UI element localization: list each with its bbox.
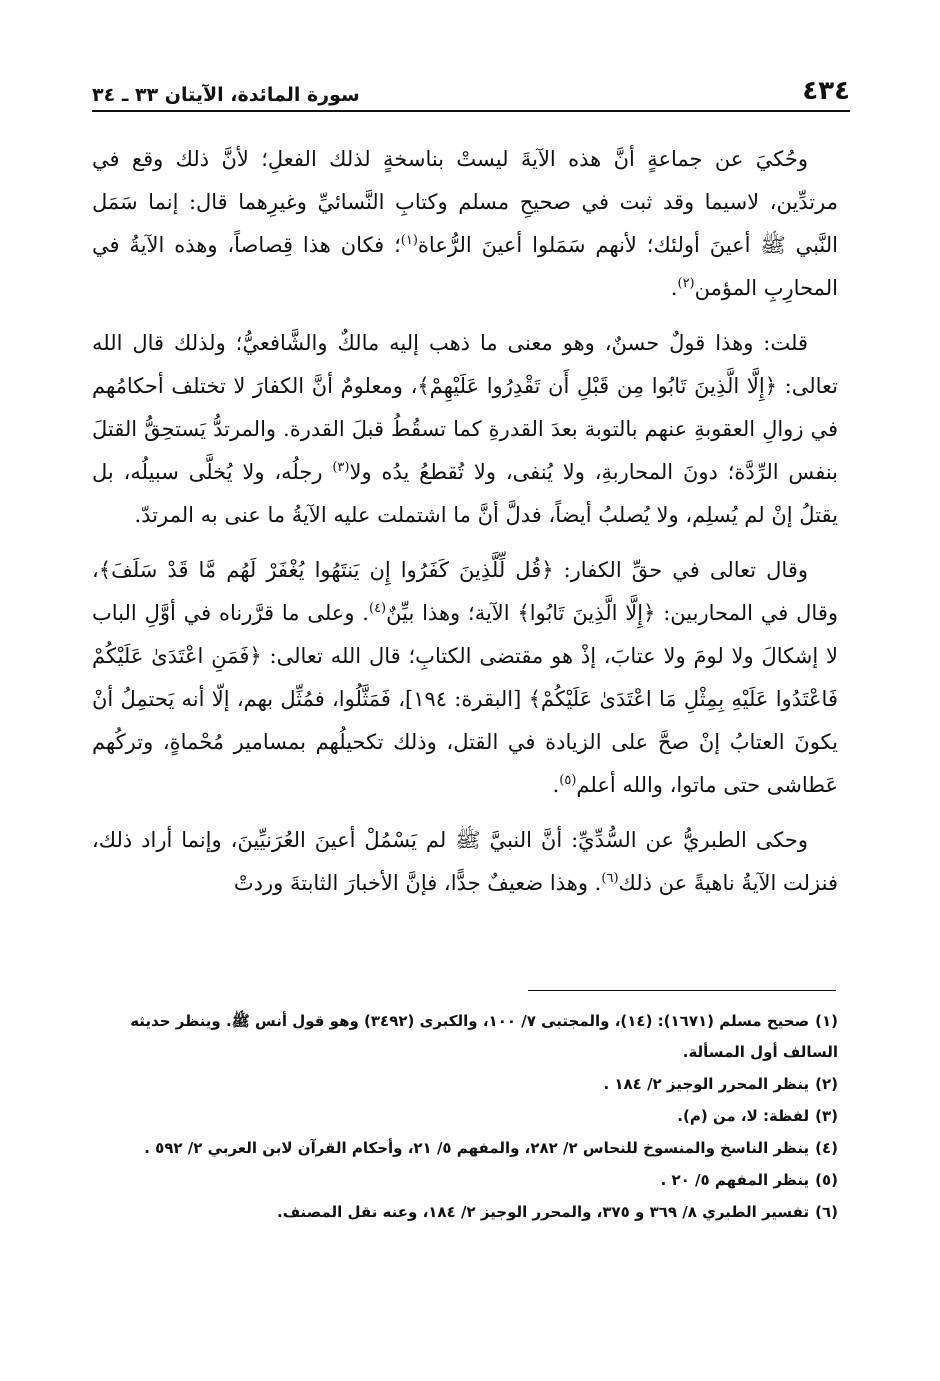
footnote-text: ينظر المفهم ٥/ ٢٠ .	[660, 1171, 810, 1189]
text-segment: .	[670, 276, 678, 300]
footnote-text: تفسير الطبري ٨/ ٣٦٩ و ٣٧٥، والمحرر الوجيز ٢/ ١٨٤، وعنه نقل المصنف.	[277, 1203, 810, 1221]
text-segment: .	[552, 773, 560, 797]
text-segment: وقال تعالى في حقِّ الكفار: ﴿قُل لِّلَّذِينَ كَفَرُوا إِن يَنتَهُوا يُغْفَرْ لَهُم مَّا قَدْ سَلَفَ﴾، وقال في المحاربين: ﴿إِلَّا الَّذِينَ تَابُوا﴾ الآية؛ وهذا بيِّنٌ	[92, 558, 838, 625]
footnote-divider	[528, 990, 836, 991]
footnote-item	[92, 1006, 838, 1068]
text-segment: . وهذا ضعيفٌ جدًّا، فإنَّ الأخبارَ الثابتةَ وردتْ	[233, 871, 602, 895]
footnote-number: (٢)	[815, 1075, 838, 1093]
footnote-number: (٦)	[815, 1203, 838, 1221]
footnote-reference: (٦)	[601, 871, 619, 886]
footnote-reference: (٥)	[559, 773, 577, 788]
footnote-number: (٤)	[815, 1139, 838, 1157]
footnote-number: (١)	[815, 1012, 838, 1030]
paragraph	[92, 819, 838, 905]
footnote-reference: (٣)	[332, 460, 350, 475]
running-title: سورة المائدة، الآيتان ٣٣ ـ ٣٤	[92, 84, 360, 106]
footnote-reference: (١)	[400, 233, 418, 248]
footnote-item	[92, 1069, 838, 1100]
text-segment: وحُكيَ عن جماعةٍ أنَّ هذه الآيةَ ليستْ بناسخةٍ لذلك الفعلِ؛ لأنَّ ذلك وقع في مرتدِّين، لاسيما وقد ثبت في صحيحِ مسلم وكتابِ النَّسائيِّ وغيرِهما قال: إنما سَمَل النَّبي ﷺ أعينَ أولئك؛ لأنهم سَمَلوا أعينَ الرُّعاة	[92, 147, 839, 257]
header-divider	[92, 110, 850, 112]
footnote-item	[92, 1165, 838, 1196]
footnote-item	[92, 1133, 838, 1164]
text-segment: وحكى الطبريُّ عن السُّدِّيِّ: أنَّ النبيَّ ﷺ لم يَسْمُلْ أعينَ العُرَنيِّينَ، وإنما أراد ذلك، فنزلت الآيةُ ناهيةً عن ذلك	[92, 828, 838, 895]
footnote-item	[92, 1101, 838, 1132]
footnote-text: ينظر الناسخ والمنسوخ للنحاس ٢/ ٢٨٢، والمفهم ٥/ ٢١، وأحكام القرآن لابن العربي ٢/ ٥٩٢ .	[144, 1139, 810, 1157]
footnote-text: ينظر المحرر الوجيز ٢/ ١٨٤ .	[603, 1075, 810, 1093]
footnote-text: صحيح مسلم (١٦٧١): (١٤)، والمجتبى ٧/ ١٠٠، والكبرى (٣٤٩٢) وهو قول أنس ﷺ. وينظر حديثه السالف أول المسألة.	[130, 1012, 838, 1061]
footnotes	[92, 1006, 838, 1229]
footnote-number: (٣)	[815, 1107, 838, 1125]
paragraph	[92, 322, 838, 537]
footnote-text: لفظة: لا، من (م).	[677, 1107, 810, 1125]
footnote-reference: (٢)	[677, 276, 695, 291]
page-number: ٤٣٤	[802, 76, 850, 106]
text-segment: . وعلى ما قرَّرناه في أوَّلِ الباب لا إشكالَ ولا لومَ ولا عتابَ، إذْ هو مقتضى الكتابِ؛ قال الله تعالى: ﴿فَمَنِ اعْتَدَىٰ عَلَيْكُمْ فَاعْتَدُوا عَلَيْهِ بِمِثْلِ مَا اعْتَدَىٰ عَلَيْكُمْ﴾ [البقرة: ١٩٤]، فَمَثَّلُوا، فمُثِّل بهم، إلّا أنه يَحتمِلُ أنْ يكونَ العتابُ إنْ صحَّ على الزيادة في القتل، وذلك تكحيلُهم بمسامير مُحْماةٍ، وتركُهم عَطاشى حتى ماتوا، والله أعلم	[92, 601, 838, 797]
footnote-item	[92, 1197, 838, 1228]
text-segment: رجلُه، ولا يُخلَّى سبيلُه، بل يقتلُ إنْ لم يُسلِم، ولا يُصلبُ أيضاً، فدلَّ أنَّ ما اشتملت عليه الآيةُ ما عنى به المرتدّ.	[92, 460, 838, 527]
body-text	[92, 138, 838, 917]
text-segment: ؛ فكان هذا قِصاصاً، وهذه الآيةُ في المحارِبِ المؤمن	[92, 233, 838, 300]
page-header	[92, 66, 850, 106]
text-segment: قلت: وهذا قولٌ حسنٌ، وهو معنى ما ذهب إليه مالكٌ والشَّافعيُّ؛ ولذلك قال الله تعالى: ﴿إِلَّا الَّذِينَ تَابُوا مِن قَبْلِ أَن تَقْدِرُوا عَلَيْهِمْ﴾، ومعلومٌ أنَّ الكفارَ لا تختلف أحكامُهم في زوالِ العقوبةِ عنهم بالتوبة بعدَ القدرةِ كما تسقُطُ قبلَ القدرة. والمرتدُّ يَستحِقُّ القتلَ بنفس الرِّدَّة؛ دونَ المحاربةِ، ولا يُنفى، ولا تُقطعُ يدُه ولا	[92, 331, 839, 484]
footnote-number: (٥)	[815, 1171, 838, 1189]
paragraph	[92, 549, 838, 807]
paragraph	[92, 138, 838, 310]
footnote-reference: (٤)	[368, 601, 387, 616]
